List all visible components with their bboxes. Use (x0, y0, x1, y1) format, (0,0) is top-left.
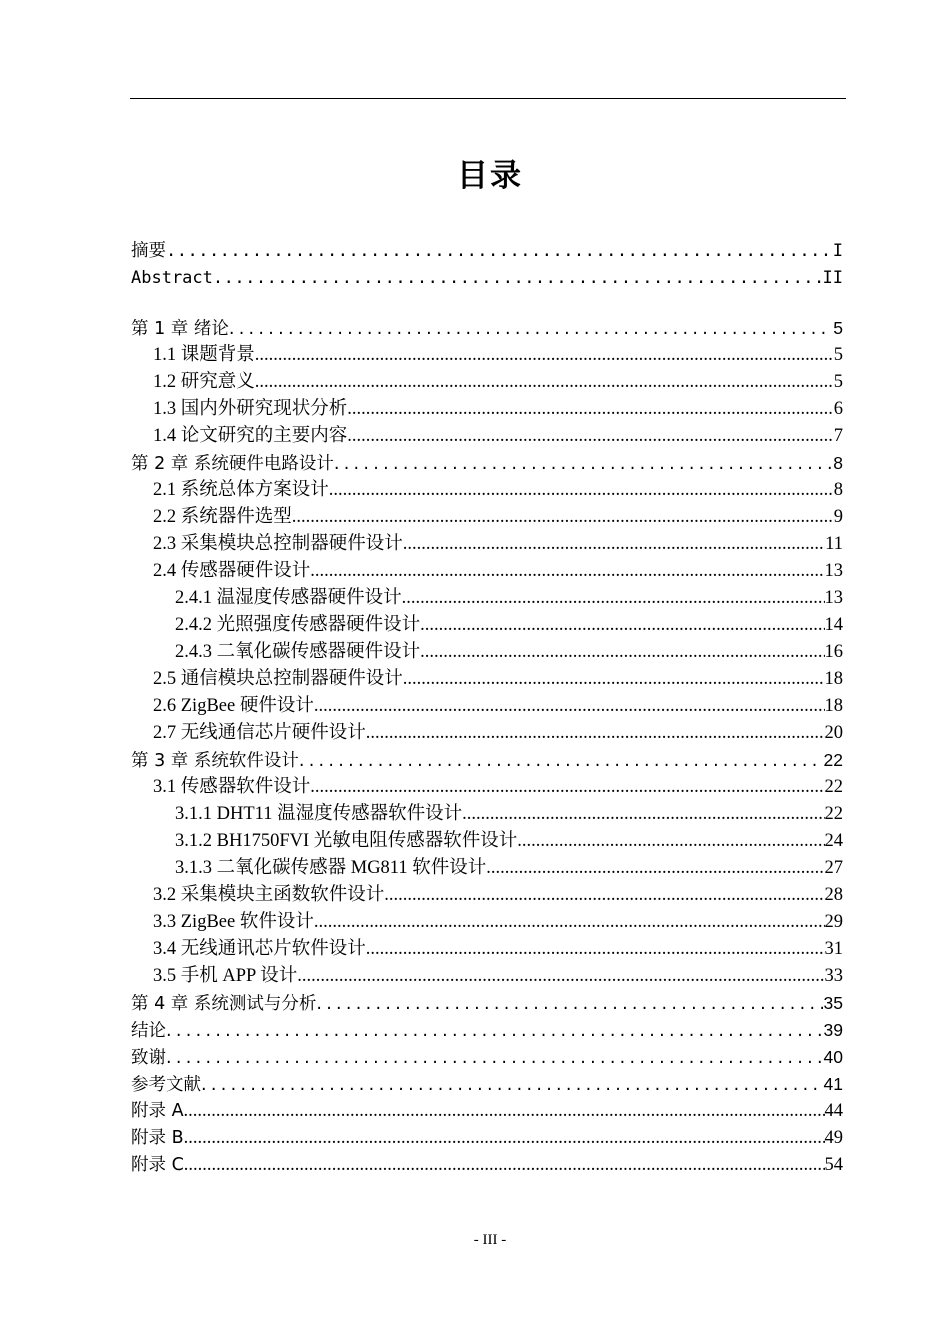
toc-entry-label: 第 4 章 系统测试与分析 (131, 994, 317, 1014)
toc-entry[interactable] (131, 423, 843, 450)
header-rule (130, 98, 846, 99)
toc-entry-label: 3.1 传感器软件设计 (153, 777, 311, 797)
toc-entry[interactable] (131, 909, 843, 936)
toc-entry[interactable] (131, 612, 843, 639)
toc-entry-label: 1.2 研究意义 (153, 372, 255, 392)
toc-entry-abstract-cn[interactable] (131, 238, 843, 265)
toc-entry-page: II (822, 268, 843, 288)
toc-entry-page: 8 (833, 453, 843, 473)
toc-entry-abstract-en[interactable] (131, 265, 843, 292)
toc-entry[interactable] (131, 774, 843, 801)
toc-leader-dots (310, 774, 824, 801)
toc-entry-page: 39 (823, 1020, 843, 1040)
toc-entry[interactable] (131, 720, 843, 747)
toc-leader-dots (184, 1152, 825, 1179)
toc-entry-page: 33 (824, 966, 843, 986)
toc-entry-page: 6 (833, 399, 843, 419)
toc-leader-dots (184, 1098, 825, 1125)
toc-entry-page: 8 (833, 480, 843, 500)
toc-entry-label: 2.4.2 光照强度传感器硬件设计 (175, 615, 421, 635)
toc-entry[interactable] (131, 477, 843, 504)
toc-entry-label: 3.2 采集模块主函数软件设计 (153, 885, 385, 905)
toc-entry[interactable] (131, 936, 843, 963)
toc-leader-dots (486, 855, 824, 882)
toc-leader-dots (347, 396, 833, 423)
toc-leader-dots (292, 504, 834, 531)
toc-leader-dots (310, 558, 824, 585)
toc-leader-dots (420, 639, 824, 666)
toc-leader-dots (166, 238, 833, 265)
toc-entry[interactable] (131, 639, 843, 666)
toc-entry-page: 5 (833, 372, 843, 392)
toc-entry[interactable] (131, 585, 843, 612)
toc-entry-label: 1.3 国内外研究现状分析 (153, 399, 348, 419)
toc-entry[interactable] (131, 693, 843, 720)
toc-entry[interactable] (131, 855, 843, 882)
toc-leader-dots (366, 936, 825, 963)
toc-entry-page: 18 (824, 696, 843, 716)
toc-entry[interactable] (131, 828, 843, 855)
toc-leader-dots (462, 801, 824, 828)
toc-entry-label: 2.4.1 温湿度传感器硬件设计 (175, 588, 402, 608)
toc-entry[interactable] (131, 1017, 843, 1044)
toc-leader-dots (403, 666, 825, 693)
page-number-footer: - III - (473, 1232, 507, 1248)
toc-entry-label: 第 1 章 绪论 (131, 319, 229, 339)
toc-leader-dots (166, 1045, 823, 1072)
toc-leader-dots (403, 531, 825, 558)
toc-entry-page: 16 (824, 642, 843, 662)
toc-entry-label: Abstract (131, 268, 213, 288)
toc-entry-page: 22 (824, 777, 843, 797)
toc-spacer (131, 292, 843, 315)
toc-entry[interactable] (131, 1152, 843, 1179)
toc-entry-page: 18 (824, 669, 843, 689)
toc-entry-page: 31 (824, 939, 843, 959)
toc-leader-dots (329, 477, 834, 504)
toc-entry-page: 7 (833, 426, 843, 446)
toc-entry-label: 2.1 系统总体方案设计 (153, 480, 329, 500)
toc-leader-dots (314, 693, 825, 720)
toc-leader-dots (402, 585, 825, 612)
toc-entry[interactable] (131, 369, 843, 396)
toc-entry-label: 2.4.3 二氧化碳传感器硬件设计 (175, 642, 421, 662)
table-of-contents (131, 238, 843, 1179)
toc-entry-label: 2.4 传感器硬件设计 (153, 561, 311, 581)
toc-entry-page: 5 (833, 345, 843, 365)
toc-leader-dots (166, 1018, 823, 1045)
toc-entry-page: 22 (824, 804, 843, 824)
toc-entry[interactable] (131, 558, 843, 585)
toc-entry-page: 13 (824, 561, 843, 581)
toc-entry-page: 13 (824, 588, 843, 608)
toc-entry[interactable] (131, 531, 843, 558)
toc-entry-label: 附录 A (131, 1101, 184, 1121)
toc-entry-label: 1.4 论文研究的主要内容 (153, 426, 348, 446)
toc-entry-label: 2.6 ZigBee 硬件设计 (153, 696, 314, 716)
toc-entry-label: 3.3 ZigBee 软件设计 (153, 912, 314, 932)
toc-entry[interactable] (131, 1071, 843, 1098)
toc-entry-page: I (832, 241, 843, 261)
toc-entry-page: 29 (824, 912, 843, 932)
toc-entry-label: 附录 C (131, 1155, 184, 1175)
toc-entry[interactable] (131, 1044, 843, 1071)
toc-entry[interactable] (131, 1098, 843, 1125)
page-title: 目录 (457, 158, 523, 194)
toc-leader-dots (299, 748, 823, 775)
toc-leader-dots (517, 828, 824, 855)
toc-leader-dots (420, 612, 824, 639)
toc-leader-dots (229, 316, 832, 343)
toc-entry-page: 24 (824, 831, 843, 851)
toc-entry-label: 1.1 课题背景 (153, 345, 255, 365)
toc-entry-page: 35 (823, 993, 843, 1013)
toc-entry-label: 第 2 章 系统硬件电路设计 (131, 454, 334, 474)
toc-leader-dots (184, 1125, 825, 1152)
toc-leader-dots (384, 882, 824, 909)
toc-leader-dots (347, 423, 833, 450)
toc-entry[interactable] (131, 882, 843, 909)
toc-entry-page: 28 (824, 885, 843, 905)
toc-entry-page: 27 (824, 858, 843, 878)
toc-entry-page: 5 (833, 318, 843, 338)
toc-entry[interactable] (131, 990, 843, 1017)
toc-leader-dots (334, 451, 832, 478)
toc-entry[interactable] (131, 504, 843, 531)
toc-entry-label: 3.1.1 DHT11 温湿度传感器软件设计 (175, 804, 463, 824)
toc-entry-label: 2.7 无线通信芯片硬件设计 (153, 723, 366, 743)
toc-entry[interactable] (131, 315, 843, 342)
toc-entry-label: 2.2 系统器件选型 (153, 507, 292, 527)
toc-list (131, 315, 843, 1179)
toc-entry-page: 49 (824, 1128, 843, 1148)
toc-entry-page: 22 (823, 750, 843, 770)
toc-entry[interactable] (131, 396, 843, 423)
toc-leader-dots (255, 342, 834, 369)
toc-entry-label: 3.1.2 BH1750FVI 光敏电阻传感器软件设计 (175, 831, 518, 851)
toc-entry-label: 3.5 手机 APP 设计 (153, 966, 298, 986)
toc-entry-label: 结论 (131, 1021, 166, 1041)
toc-leader-dots (201, 1072, 823, 1099)
toc-entry-page: 54 (824, 1155, 843, 1175)
toc-entry-page: 20 (824, 723, 843, 743)
toc-entry[interactable] (131, 342, 843, 369)
toc-entry[interactable] (131, 747, 843, 774)
toc-leader-dots (316, 991, 822, 1018)
toc-entry-page: 9 (833, 507, 843, 527)
toc-leader-dots (297, 963, 824, 990)
toc-leader-dots (366, 720, 825, 747)
toc-entry-label: 致谢 (131, 1048, 166, 1068)
toc-entry-label: 摘要 (131, 241, 166, 261)
toc-entry-label: 2.3 采集模块总控制器硬件设计 (153, 534, 403, 554)
toc-entry-page: 14 (824, 615, 843, 635)
toc-entry-label: 附录 B (131, 1128, 184, 1148)
toc-entry-label: 3.4 无线通讯芯片软件设计 (153, 939, 366, 959)
toc-leader-dots (213, 265, 823, 292)
toc-entry-page: 40 (823, 1047, 843, 1067)
toc-entry[interactable] (131, 1125, 843, 1152)
toc-entry[interactable] (131, 666, 843, 693)
toc-entry-label: 第 3 章 系统软件设计 (131, 751, 299, 771)
toc-entry-label: 3.1.3 二氧化碳传感器 MG811 软件设计 (175, 858, 487, 878)
toc-entry-label: 参考文献 (131, 1075, 201, 1095)
toc-entry-page: 11 (825, 534, 843, 554)
toc-leader-dots (255, 369, 834, 396)
toc-entry[interactable] (131, 801, 843, 828)
toc-leader-dots (314, 909, 825, 936)
toc-entry[interactable] (131, 450, 843, 477)
toc-entry-label: 2.5 通信模块总控制器硬件设计 (153, 669, 403, 689)
toc-entry-page: 41 (823, 1074, 843, 1094)
toc-entry[interactable] (131, 963, 843, 990)
toc-entry-page: 44 (824, 1101, 843, 1121)
